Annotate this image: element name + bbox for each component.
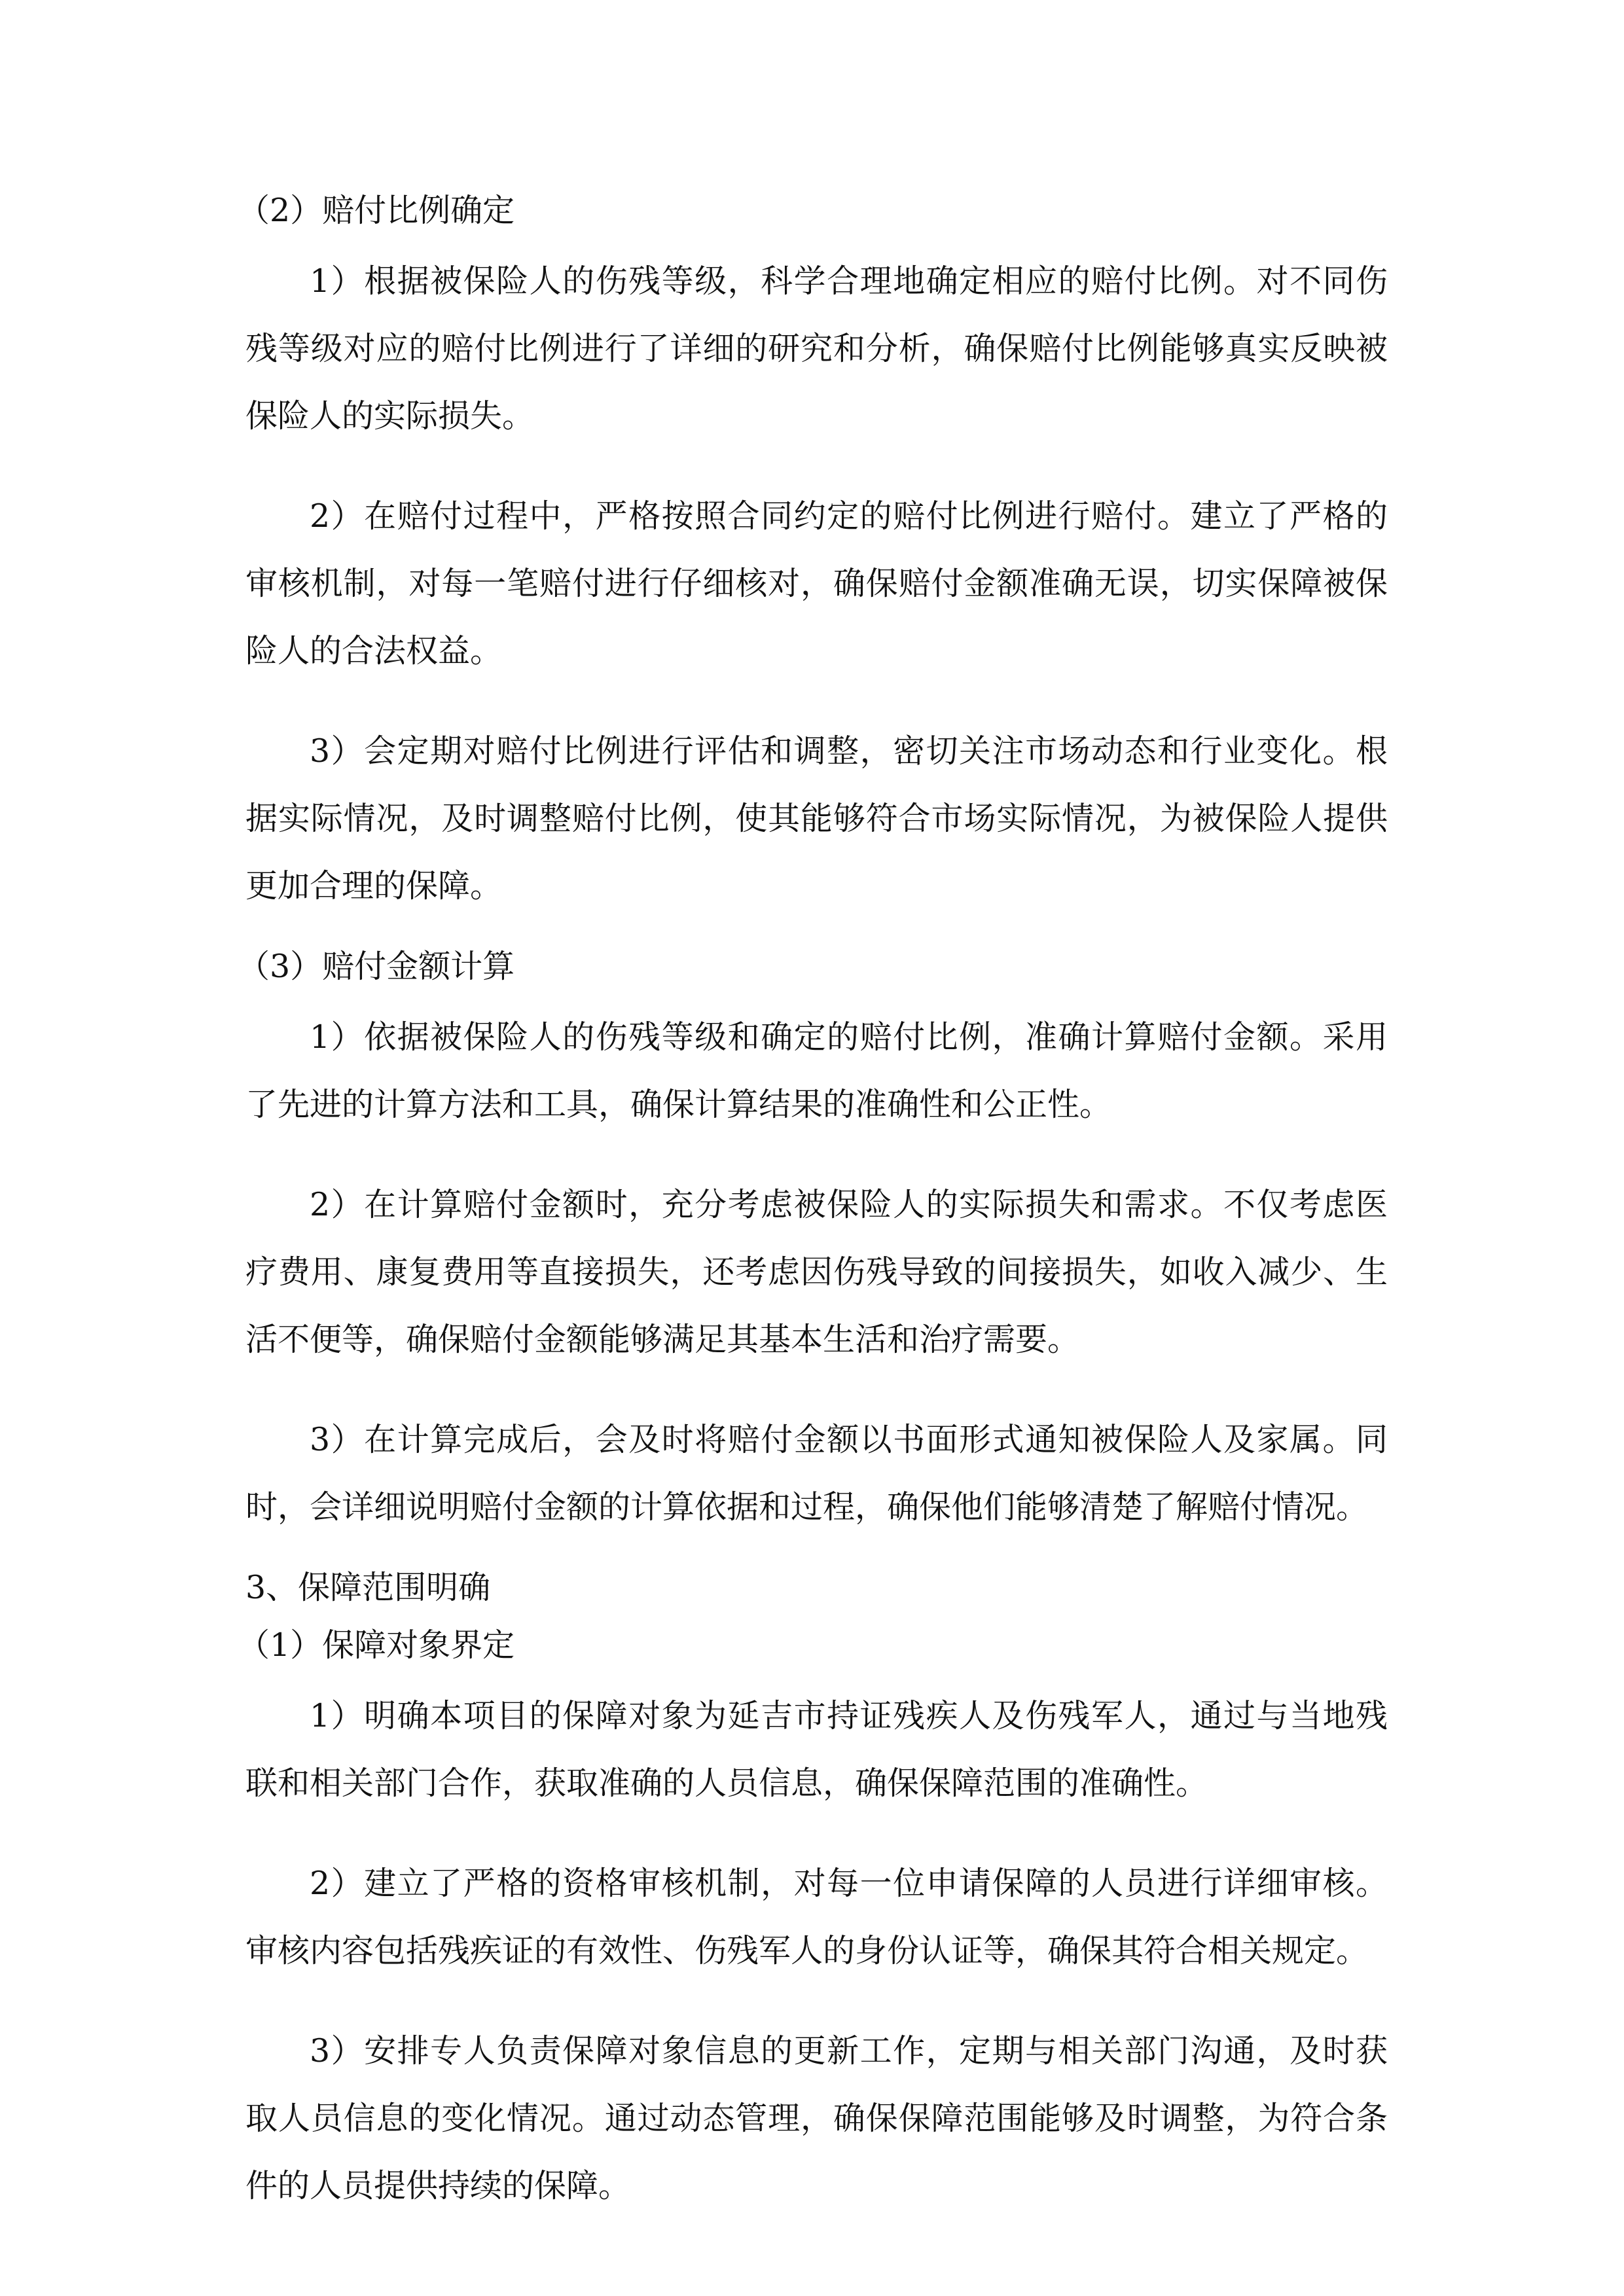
- paragraph: 1）根据被保险人的伤残等级，科学合理地确定相应的赔付比例。对不同伤残等级对应的赔付比例进行了详细的研究和分析，确保赔付比例能够真实反映被保险人的实际损失。: [245, 262, 1388, 435]
- paragraph: 3）会定期对赔付比例进行评估和调整，密切关注市场动态和行业变化。根据实际情况，及时调整赔付比例，使其能够符合市场实际情况，为被保险人提供更加合理的保障。: [245, 732, 1388, 905]
- section-payout-ratio: [238, 190, 1388, 920]
- section-coverage-scope: [238, 1567, 1388, 2219]
- paragraph: 3）在计算完成后，会及时将赔付金额以书面形式通知被保险人及家属。同时，会详细说明赔付金额的计算依据和过程，确保他们能够清楚了解赔付情况。: [245, 1421, 1388, 1526]
- section-heading: （1）保障对象界定: [238, 1626, 515, 1664]
- paragraph: 3）安排专人负责保障对象信息的更新工作，定期与相关部门沟通，及时获取人员信息的变化情况。通过动态管理，确保保障范围能够及时调整，为符合条件的人员提供持续的保障。: [245, 2032, 1388, 2204]
- major-heading: 3、保障范围明确: [245, 1569, 491, 1606]
- section-heading: （2）赔付比例确定: [238, 192, 515, 229]
- paragraph: 1）明确本项目的保障对象为延吉市持证残疾人及伤残军人，通过与当地残联和相关部门合作，获取准确的人员信息，确保保障范围的准确性。: [245, 1697, 1388, 1802]
- paragraph: 1）依据被保险人的伤残等级和确定的赔付比例，准确计算赔付金额。采用了先进的计算方法和工具，确保计算结果的准确性和公正性。: [245, 1018, 1388, 1123]
- paragraph: 2）在赔付过程中，严格按照合同约定的赔付比例进行赔付。建立了严格的审核机制，对每一笔赔付进行仔细核对，确保赔付金额准确无误，切实保障被保险人的合法权益。: [245, 497, 1388, 670]
- paragraph: 2）在计算赔付金额时，充分考虑被保险人的实际损失和需求。不仅考虑医疗费用、康复费用等直接损失，还考虑因伤残导致的间接损失，如收入减少、生活不便等，确保赔付金额能够满足其基本生活和治疗需要。: [245, 1186, 1388, 1358]
- section-heading: （3）赔付金额计算: [238, 948, 515, 985]
- section-payout-calculation: [238, 946, 1388, 1541]
- paragraph: 2）建立了严格的资格审核机制，对每一位申请保障的人员进行详细审核。审核内容包括残疾证的有效性、伤残军人的身份认证等，确保其符合相关规定。: [245, 1865, 1388, 1969]
- document-page: [238, 190, 1388, 2219]
